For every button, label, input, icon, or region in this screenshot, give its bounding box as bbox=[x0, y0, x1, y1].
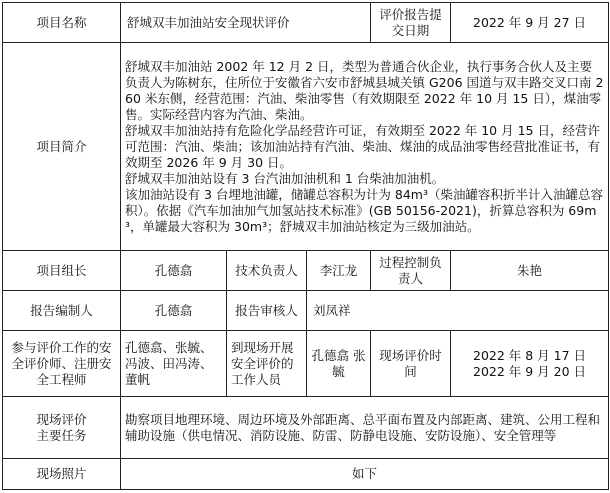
label-report-date: 评价报告提交日期 bbox=[371, 3, 451, 43]
onsite-dates bbox=[451, 331, 609, 397]
row-photos bbox=[3, 459, 609, 490]
label-onsite-staff: 到现场开展安全评价的工作人员 bbox=[227, 331, 307, 397]
onsite-date-1: 2022 年 8 月 17 日 bbox=[473, 347, 587, 363]
tech-lead: 李江龙 bbox=[307, 251, 371, 291]
intro-paragraph-4: 该加油站设有 3 台埋地油罐，储罐总容积为计为 84m³（柴油罐容积折半计入油罐总容积）。依据《汽车加油加气加氢站技术标准》(GB 50156-2021)，折算总容积为 69m³，单罐最大容积为 30m³；舒城双丰加油站核定为三级加油站。 bbox=[125, 186, 603, 234]
onsite-staff: 孔德翕 张毓 bbox=[307, 331, 371, 397]
report-reviewer: 刘凤祥 bbox=[307, 291, 609, 331]
label-report-author: 报告编制人 bbox=[3, 291, 121, 331]
project-name: 舒城双丰加油站安全现状评价 bbox=[121, 3, 371, 43]
label-site-photos: 现场照片 bbox=[3, 459, 121, 490]
participant-names: 孔德翕、张毓、冯波、田冯涛、董帆 bbox=[121, 331, 227, 397]
site-photos: 如下 bbox=[121, 459, 609, 490]
report-date: 2022 年 9 月 27 日 bbox=[451, 3, 609, 43]
project-intro bbox=[121, 43, 609, 251]
row-team bbox=[3, 251, 609, 291]
label-project-intro: 项目简介 bbox=[3, 43, 121, 251]
row-project-name bbox=[3, 3, 609, 43]
main-tasks: 勘察项目地理环境、周边环境及外部距离、总平面布置及内部距离、建筑、公用工程和辅助设施（供电情况、消防设施、防雷、防静电设施、安防设施）、安全管理等 bbox=[121, 397, 609, 459]
intro-paragraph-2: 舒城双丰加油站持有危险化学品经营许可证，有效期至 2022 年 10 月 15 日，经营许可范围：汽油、柴油；该加油站持有汽油、柴油、煤油的成品油零售经营批准证书，有效期至 2026 年 9 月 30 日。 bbox=[125, 122, 601, 170]
label-onsite-time: 现场评价时间 bbox=[371, 331, 451, 397]
row-tasks bbox=[3, 397, 609, 459]
label-project-name: 项目名称 bbox=[3, 3, 121, 43]
intro-paragraph-1: 舒城双丰加油站 2002 年 12 月 2 日，类型为普通合伙企业，执行事务合伙人及主要负责人为陈树东，住所位于安徽省六安市舒城县城关镇 G206 国道与双丰路交叉口南 260 米东侧，经营范围：汽油、柴油零售（有效期限至 2022 年 10 月 15 日），煤油零售。实际经营内容为汽油、柴油。 bbox=[125, 58, 604, 122]
process-control: 朱艳 bbox=[451, 251, 609, 291]
report-author: 孔德翕 bbox=[121, 291, 227, 331]
label-participants: 参与评价工作的安全评价师、注册安全工程师 bbox=[3, 331, 121, 397]
label-process-control: 过程控制负责人 bbox=[371, 251, 451, 291]
intro-paragraph-3: 舒城双丰加油站设有 3 台汽油加油机和 1 台柴油加油机。 bbox=[125, 170, 445, 186]
label-project-leader: 项目组长 bbox=[3, 251, 121, 291]
onsite-date-2: 2022 年 9 月 20 日 bbox=[473, 363, 587, 379]
row-report bbox=[3, 291, 609, 331]
label-main-tasks: 现场评价主要任务 bbox=[3, 397, 121, 459]
label-report-reviewer: 报告审核人 bbox=[227, 291, 307, 331]
evaluation-info-table bbox=[2, 2, 609, 490]
row-participants bbox=[3, 331, 609, 397]
label-tech-lead: 技术负责人 bbox=[227, 251, 307, 291]
project-leader: 孔德翕 bbox=[121, 251, 227, 291]
row-project-intro bbox=[3, 43, 609, 251]
